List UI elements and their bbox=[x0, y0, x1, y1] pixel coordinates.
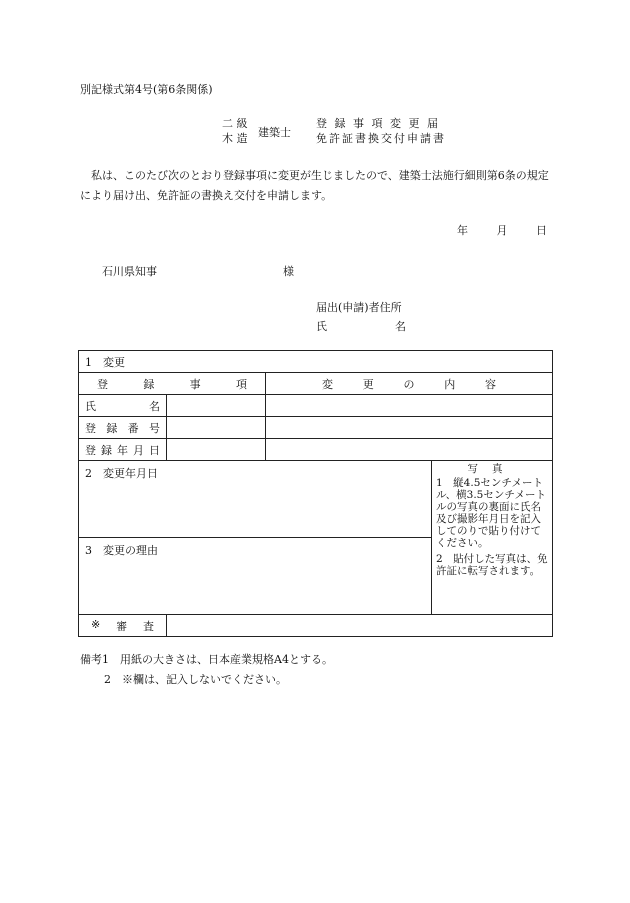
date-year: 年 bbox=[457, 224, 468, 237]
registration-date-before-field[interactable] bbox=[167, 439, 266, 461]
title-line-2: 免許証書換交付申請書 bbox=[316, 132, 446, 145]
section-change-reason-label: 3 変更の理由 bbox=[85, 544, 158, 557]
photo-instruction-1: 1 縦4.5センチメートル、横3.5センチメートルの写真の裏面に氏名及び撮影年月日を記入してのりで貼り付けてください。 bbox=[436, 477, 546, 549]
grade-bottom: 木 造 bbox=[222, 132, 248, 145]
form-reference: 別記様式第4号(第6条関係) bbox=[80, 83, 213, 96]
change-reason-field[interactable] bbox=[79, 538, 432, 615]
section-change-header: 1 変更 bbox=[79, 351, 553, 373]
addressee-name: 石川県知事 bbox=[102, 265, 157, 278]
name-label-family: 氏 bbox=[316, 320, 327, 333]
column-header-item: 登 録 事 項 bbox=[79, 373, 266, 395]
registration-number-after-field[interactable] bbox=[266, 417, 553, 439]
note-2: 2 ※欄は、記入しないでください。 bbox=[104, 673, 287, 686]
grade-top: 二 級 bbox=[222, 117, 248, 130]
date-line bbox=[457, 222, 547, 238]
section-change-date-label: 2 変更年月日 bbox=[85, 467, 158, 480]
photo-title: 写真 bbox=[467, 463, 517, 475]
column-header-content: 変 更 の 内 容 bbox=[266, 373, 553, 395]
registration-date-after-field[interactable] bbox=[266, 439, 553, 461]
photo-area bbox=[432, 461, 553, 615]
registration-number-before-field[interactable] bbox=[167, 417, 266, 439]
name-before-field[interactable] bbox=[167, 395, 266, 417]
change-date-field[interactable] bbox=[79, 461, 432, 538]
row-label-name: 氏 名 bbox=[79, 395, 167, 417]
note-1: 備考1 用紙の大きさは、日本産業規格A4とする。 bbox=[80, 653, 333, 666]
row-label-registration-date: 登 録 年 月 日 bbox=[79, 439, 167, 461]
review-field bbox=[167, 615, 553, 637]
title-line-1: 登 録 事 項 変 更 届 bbox=[316, 117, 440, 130]
addressee-honorific: 様 bbox=[283, 265, 294, 278]
applicant-address-label: 届出(申請)者住所 bbox=[316, 301, 402, 314]
date-month: 月 bbox=[496, 224, 508, 237]
review-label: ※ 審 査 bbox=[79, 615, 167, 637]
statement-text: 私は、このたび次のとおり登録事項に変更が生じましたので、建築士法施行細則第6条の規定により届け出、免許証の書換え交付を申請します。 bbox=[80, 169, 549, 202]
name-after-field[interactable] bbox=[266, 395, 553, 417]
photo-instruction-2: 2 貼付した写真は、免許証に転写されます。 bbox=[436, 553, 548, 577]
notes bbox=[80, 650, 333, 690]
title-main bbox=[316, 116, 446, 146]
date-day: 日 bbox=[536, 224, 547, 237]
row-label-registration-number: 登 録 番 号 bbox=[79, 417, 167, 439]
title-architect: 建築士 bbox=[258, 126, 291, 139]
title-grade bbox=[222, 116, 248, 146]
applicant-name-label bbox=[316, 318, 406, 334]
registration-change-table bbox=[78, 350, 553, 637]
name-label-given: 名 bbox=[395, 320, 406, 333]
